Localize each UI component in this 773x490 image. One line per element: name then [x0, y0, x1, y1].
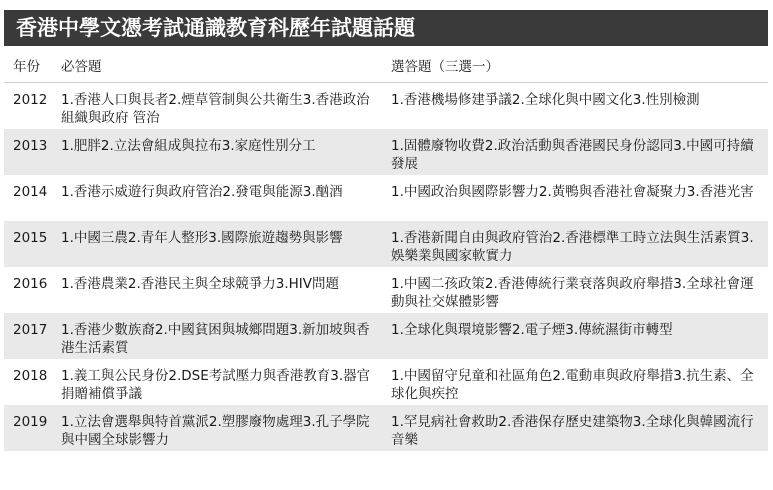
row-optional: 1.香港機場修建爭議2.全球化與中國文化3.性別檢測 — [391, 92, 700, 108]
row-required: 1.中國三農2.青年人整形3.國際旅遊趨勢與影響 — [61, 230, 343, 246]
header-year: 年份 — [13, 59, 40, 75]
row-optional: 1.中國留守兒童和社區角色2.電動車與政府舉措3.抗生素、全球化與疾控 — [391, 368, 754, 402]
table-header — [4, 52, 768, 83]
table-row — [4, 83, 768, 129]
row-optional: 1.罕見病社會救助2.香港保存歷史建築物3.全球化與韓國流行音樂 — [391, 414, 754, 448]
page-title: 香港中學文憑考試通識教育科歷年試題話題 — [4, 10, 768, 46]
header-required: 必答題 — [61, 59, 102, 75]
header-optional: 選答題（三選一） — [391, 59, 499, 75]
table-row — [4, 175, 768, 221]
topics-table — [4, 52, 768, 451]
row-required: 1.香港少數族裔2.中國貧困與城鄉問題3.新加坡與香港生活素質 — [61, 322, 370, 356]
row-optional: 1.固體廢物收費2.政治活動與香港國民身份認同3.中國可持續發展 — [391, 138, 754, 172]
row-required: 1.香港人口與長者2.煙草管制與公共衛生3.香港政治組織與政府 管治 — [61, 92, 370, 126]
row-optional: 1.全球化與環境影響2.電子煙3.傳統濕街市轉型 — [391, 322, 673, 338]
row-year: 2015 — [13, 230, 48, 246]
row-year: 2017 — [13, 322, 48, 338]
row-year: 2013 — [13, 138, 48, 154]
table-row — [4, 267, 768, 313]
row-optional: 1.中國二孩政策2.香港傳統行業衰落與政府舉措3.全球社會運動與社交媒體影響 — [391, 276, 754, 310]
row-required: 1.義工與公民身份2.DSE考試壓力與香港教育3.器官捐贈補償爭議 — [61, 368, 371, 402]
row-year: 2012 — [13, 92, 48, 108]
row-year: 2019 — [13, 414, 48, 430]
row-year: 2016 — [13, 276, 48, 292]
row-required: 1.肥胖2.立法會組成與拉布3.家庭性別分工 — [61, 138, 316, 154]
table-row — [4, 129, 768, 175]
row-required: 1.立法會選舉與特首黨派2.塑膠廢物處理3.孔子學院與中國全球影響力 — [61, 414, 370, 448]
table-row — [4, 405, 768, 451]
row-optional: 1.香港新聞自由與政府管治2.香港標準工時立法與生活素質3.娛樂業與國家軟實力 — [391, 230, 754, 264]
table-row — [4, 221, 768, 267]
table-row — [4, 359, 768, 405]
table-row — [4, 313, 768, 359]
row-required: 1.香港農業2.香港民主與全球競爭力3.HIV問題 — [61, 276, 340, 292]
row-optional: 1.中國政治與國際影響力2.黃鴨與香港社會凝聚力3.香港光害 — [391, 184, 754, 200]
row-required: 1.香港示威遊行與政府管治2.發電與能源3.酗酒 — [61, 184, 343, 200]
row-year: 2014 — [13, 184, 48, 200]
row-year: 2018 — [13, 368, 48, 384]
